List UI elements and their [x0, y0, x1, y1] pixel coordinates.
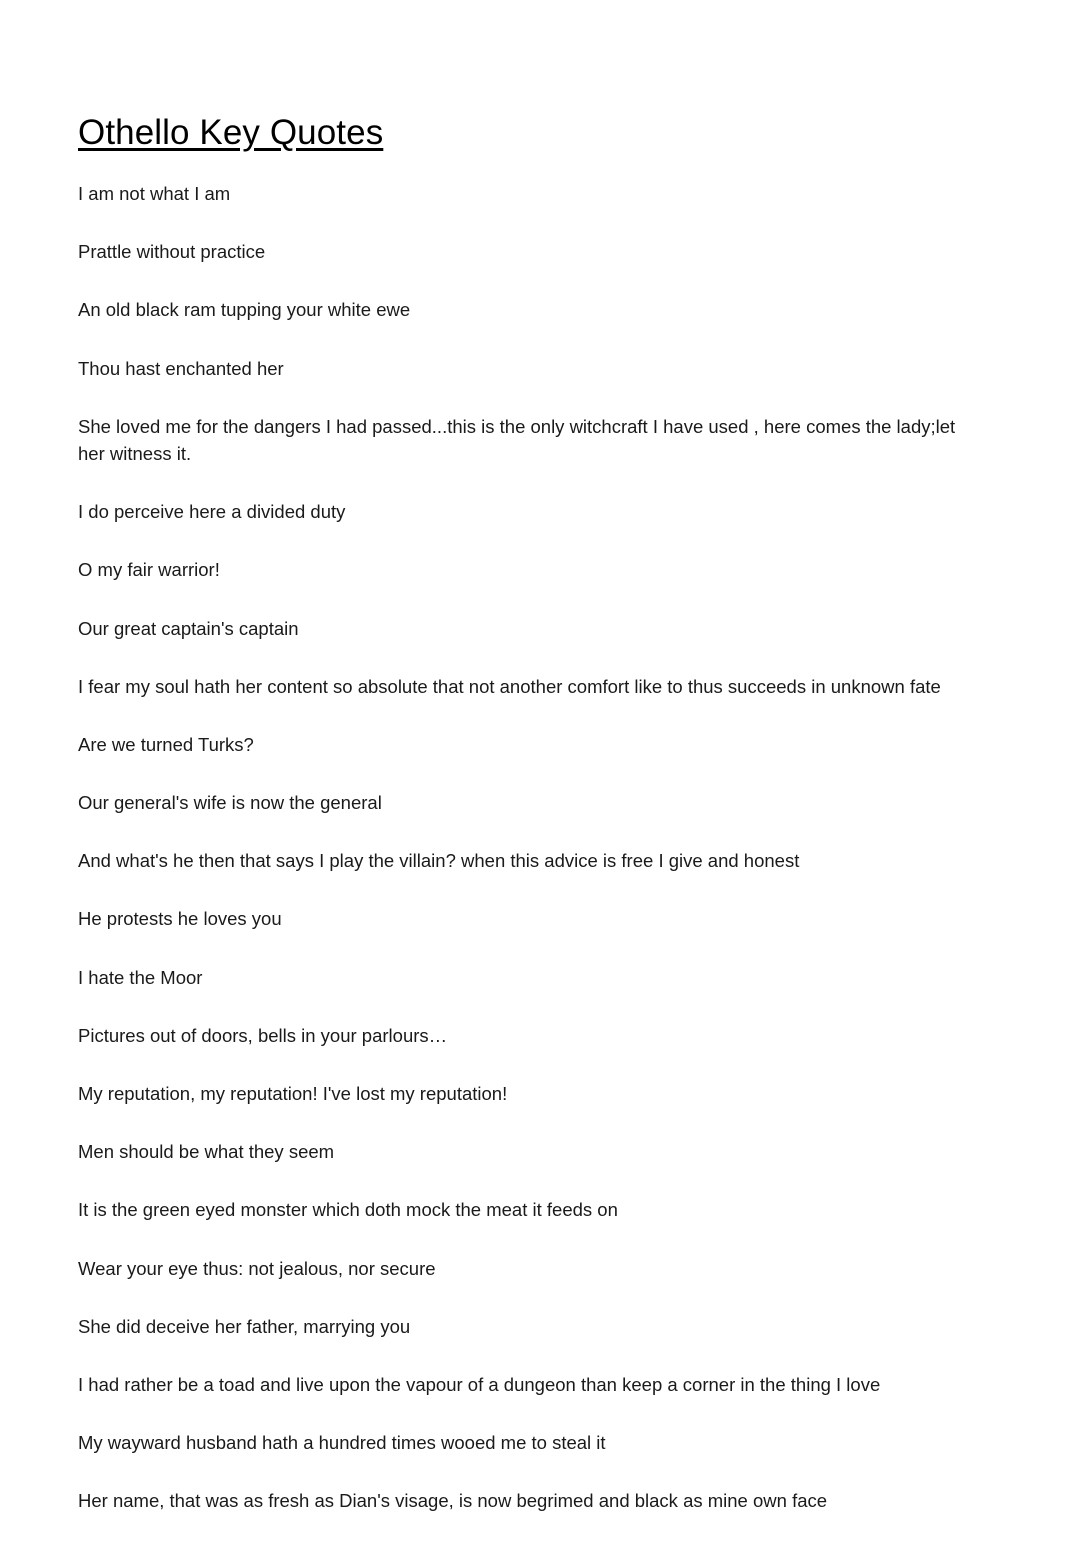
list-item: My wayward husband hath a hundred times wooed me to steal it — [78, 1432, 606, 1454]
list-item: She loved me for the dangers I had passed...this is the only witchcraft I have used , here comes the lady;let her witness it. — [78, 415, 956, 464]
list-item: Wear your eye thus: not jealous, nor secure — [78, 1257, 436, 1279]
list-item: Are we turned Turks? — [78, 733, 254, 755]
list-item: He protests he loves you — [78, 908, 282, 930]
list-item: It is the green eyed monster which doth mock the meat it feeds on — [78, 1199, 618, 1221]
list-item: Men should be what they seem — [78, 1141, 335, 1163]
list-item: Our great captain's captain — [78, 617, 299, 639]
list-item: She did deceive her father, marrying you — [78, 1315, 411, 1337]
list-item: Her name, that was as fresh as Dian's visage, is now begrimed and black as mine own face — [78, 1490, 828, 1512]
list-item: And what's he then that says I play the villain? when this advice is free I give and honest — [78, 850, 800, 872]
list-item: I had rather be a toad and live upon the vapour of a dungeon than keep a corner in the thing I love — [78, 1373, 881, 1395]
list-item: Thou hast enchanted her — [78, 357, 284, 379]
list-item: I hate the Moor — [78, 966, 203, 988]
list-item: I fear my soul hath her content so absolute that not another comfort like to thus succeeds in unknown fate — [78, 675, 941, 697]
list-item: Prattle without practice — [78, 241, 266, 263]
list-item: I do perceive here a divided duty — [78, 501, 346, 523]
page-title: Othello Key Quotes — [78, 113, 384, 152]
list-item: Our general's wife is now the general — [78, 792, 382, 814]
quote-list — [78, 180, 980, 1515]
list-item: My reputation, my reputation! I've lost my reputation! — [78, 1083, 508, 1104]
list-item: Pictures out of doors, bells in your parlours… — [78, 1024, 448, 1046]
list-item: O my fair warrior! — [78, 559, 220, 581]
list-item: I am not what I am — [78, 183, 231, 204]
list-item: An old black ram tupping your white ewe — [78, 299, 411, 321]
